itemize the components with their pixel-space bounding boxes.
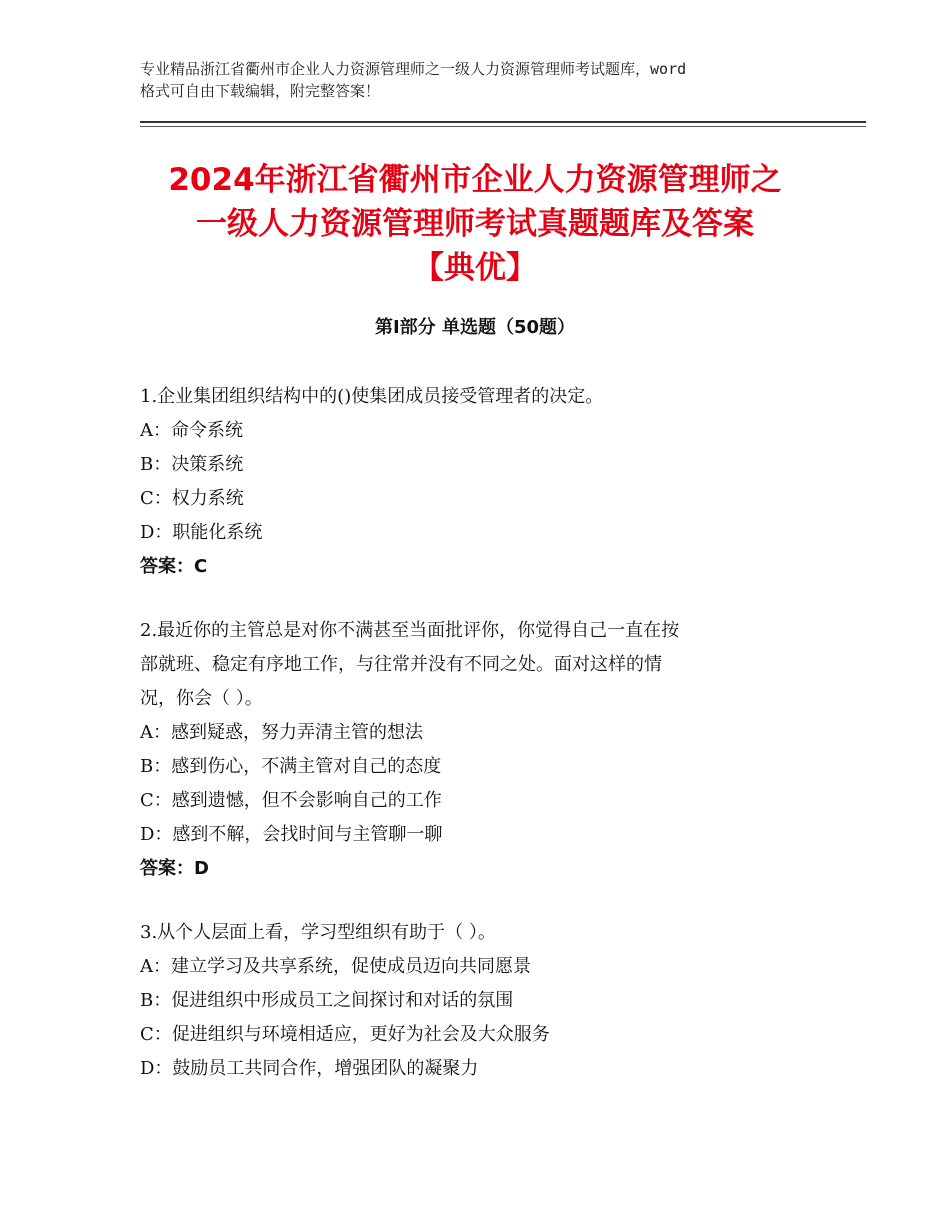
header-note: [140, 58, 830, 102]
option-c: C：权力系统: [140, 488, 244, 509]
option-d: D：鼓励员工共同合作，增强团队的凝聚力: [140, 1058, 479, 1079]
header-note-line: 专业精品浙江省衢州市企业人力资源管理师之一级人力资源管理师考试题库，word: [140, 60, 687, 78]
option-a: A：命令系统: [140, 420, 243, 441]
title-line: 一级人力资源管理师考试真题题库及答案: [196, 206, 754, 242]
question-stem: 1.企业集团组织结构中的()使集团成员接受管理者的决定。: [140, 386, 604, 407]
header-divider: [140, 121, 866, 123]
option-c: C：感到遗憾，但不会影响自己的工作: [140, 790, 442, 811]
question-2: [140, 614, 830, 886]
title-line: 2024年浙江省衢州市企业人力资源管理师之: [168, 162, 782, 198]
question-stem: 2.最近你的主管总是对你不满甚至当面批评你，你觉得自己一直在按: [140, 620, 680, 641]
answer: 答案：C: [140, 556, 208, 577]
header-divider-thin: [140, 126, 866, 127]
question-list: [140, 380, 830, 1116]
answer: 答案：D: [140, 858, 209, 879]
option-d: D：感到不解，会找时间与主管聊一聊: [140, 824, 443, 845]
option-b: B：感到伤心，不满主管对自己的态度: [140, 756, 442, 777]
question-stem: 况，你会（ ）。: [140, 688, 263, 709]
option-a: A：感到疑惑，努力弄清主管的想法: [140, 722, 423, 743]
question-stem: 3.从个人层面上看，学习型组织有助于（ ）。: [140, 922, 496, 943]
document-title: [100, 158, 850, 290]
option-a: A：建立学习及共享系统，促使成员迈向共同愿景: [140, 956, 531, 977]
question-stem: 部就班、稳定有序地工作，与往常并没有不同之处。面对这样的情: [140, 654, 662, 675]
option-b: B：促进组织中形成员工之间探讨和对话的氛围: [140, 990, 514, 1011]
header-note-line: 格式可自由下载编辑，附完整答案！: [140, 82, 381, 100]
question-3: [140, 916, 830, 1086]
section-title: 第Ⅰ部分 单选题（50题）: [374, 317, 575, 338]
option-d: D：职能化系统: [140, 522, 263, 543]
question-1: [140, 380, 830, 584]
title-line: 【典优】: [413, 250, 537, 286]
option-b: B：决策系统: [140, 454, 244, 475]
option-c: C：促进组织与环境相适应，更好为社会及大众服务: [140, 1024, 550, 1045]
